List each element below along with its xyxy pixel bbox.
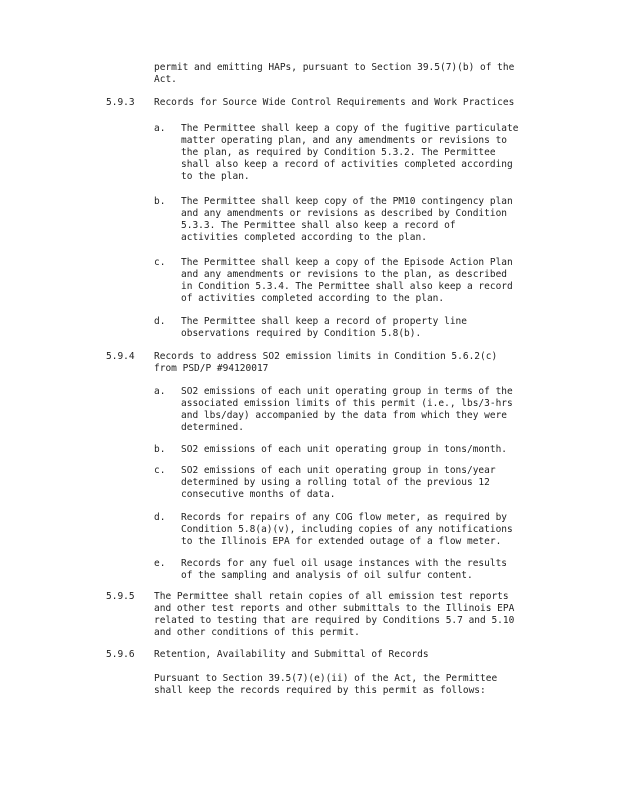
item-line: and lbs/day) accompanied by the data from which they were [181, 410, 508, 421]
item-letter: a. [154, 386, 166, 397]
item-letter: b. [154, 196, 166, 207]
item-line: Records for any fuel oil usage instances with the results [181, 558, 508, 569]
item-letter: c. [154, 257, 166, 268]
paragraph-line: and other conditions of this permit. [154, 627, 360, 638]
item-line: to the Illinois EPA for extended outage of a flow meter. [181, 536, 502, 547]
item-line: activities completed according to the plan. [181, 232, 427, 243]
item-line: SO2 emissions of each unit operating group in tons/month. [181, 444, 508, 455]
item-line: shall also keep a record of activities completed according [181, 159, 513, 170]
section-number: 5.9.5 [106, 591, 135, 602]
item-line: 5.3.3. The Permittee shall also keep a record of [181, 220, 456, 231]
paragraph-line: related to testing that are required by Conditions 5.7 and 5.10 [154, 615, 515, 626]
paragraph-line: Pursuant to Section 39.5(7)(e)(ii) of the Act, the Permittee [154, 673, 498, 684]
item-line: to the plan. [181, 171, 250, 182]
item-line: SO2 emissions of each unit operating group in terms of the [181, 386, 513, 397]
paragraph-line: shall keep the records required by this permit as follows: [154, 685, 486, 696]
item-line: observations required by Condition 5.8(b). [181, 328, 422, 339]
item-line: The Permittee shall keep a copy of the fugitive particulate [181, 123, 519, 134]
section-heading: Records to address SO2 emission limits in Condition 5.6.2(c) [154, 351, 498, 362]
item-letter: d. [154, 512, 166, 523]
intro-line: Act. [154, 74, 177, 85]
section-heading: from PSD/P #94120017 [154, 363, 269, 374]
item-line: consecutive months of data. [181, 489, 336, 500]
item-line: SO2 emissions of each unit operating group in tons/year [181, 465, 496, 476]
item-line: The Permittee shall keep a record of property line [181, 316, 467, 327]
paragraph-line: The Permittee shall retain copies of all emission test reports [154, 591, 509, 602]
item-line: determined. [181, 422, 244, 433]
section-heading: Retention, Availability and Submittal of Records [154, 649, 429, 660]
item-letter: a. [154, 123, 166, 134]
item-line: The Permittee shall keep copy of the PM10 contingency plan [181, 196, 513, 207]
item-line: determined by using a rolling total of the previous 12 [181, 477, 490, 488]
item-letter: b. [154, 444, 166, 455]
section-number: 5.9.3 [106, 97, 135, 108]
item-line: associated emission limits of this permit (i.e., lbs/3-hrs [181, 398, 513, 409]
item-line: of activities completed according to the plan. [181, 293, 445, 304]
section-number: 5.9.6 [106, 649, 135, 660]
item-line: The Permittee shall keep a copy of the Episode Action Plan [181, 257, 513, 268]
item-line: and any amendments or revisions as described by Condition [181, 208, 508, 219]
item-line: and any amendments or revisions to the plan, as described [181, 269, 508, 280]
paragraph-line: and other test reports and other submittals to the Illinois EPA [154, 603, 515, 614]
item-line: Condition 5.8(a)(v), including copies of any notifications [181, 524, 513, 535]
item-line: the plan, as required by Condition 5.3.2. The Permittee [181, 147, 496, 158]
item-line: Records for repairs of any COG flow meter, as required by [181, 512, 508, 523]
item-letter: c. [154, 465, 166, 476]
intro-line: permit and emitting HAPs, pursuant to Section 39.5(7)(b) of the [154, 62, 515, 73]
item-letter: d. [154, 316, 166, 327]
item-letter: e. [154, 558, 166, 569]
section-heading: Records for Source Wide Control Requirements and Work Practices [154, 97, 515, 108]
item-line: matter operating plan, and any amendments or revisions to [181, 135, 508, 146]
item-line: in Condition 5.3.4. The Permittee shall also keep a record [181, 281, 513, 292]
item-line: of the sampling and analysis of oil sulfur content. [181, 570, 473, 581]
section-number: 5.9.4 [106, 351, 135, 362]
